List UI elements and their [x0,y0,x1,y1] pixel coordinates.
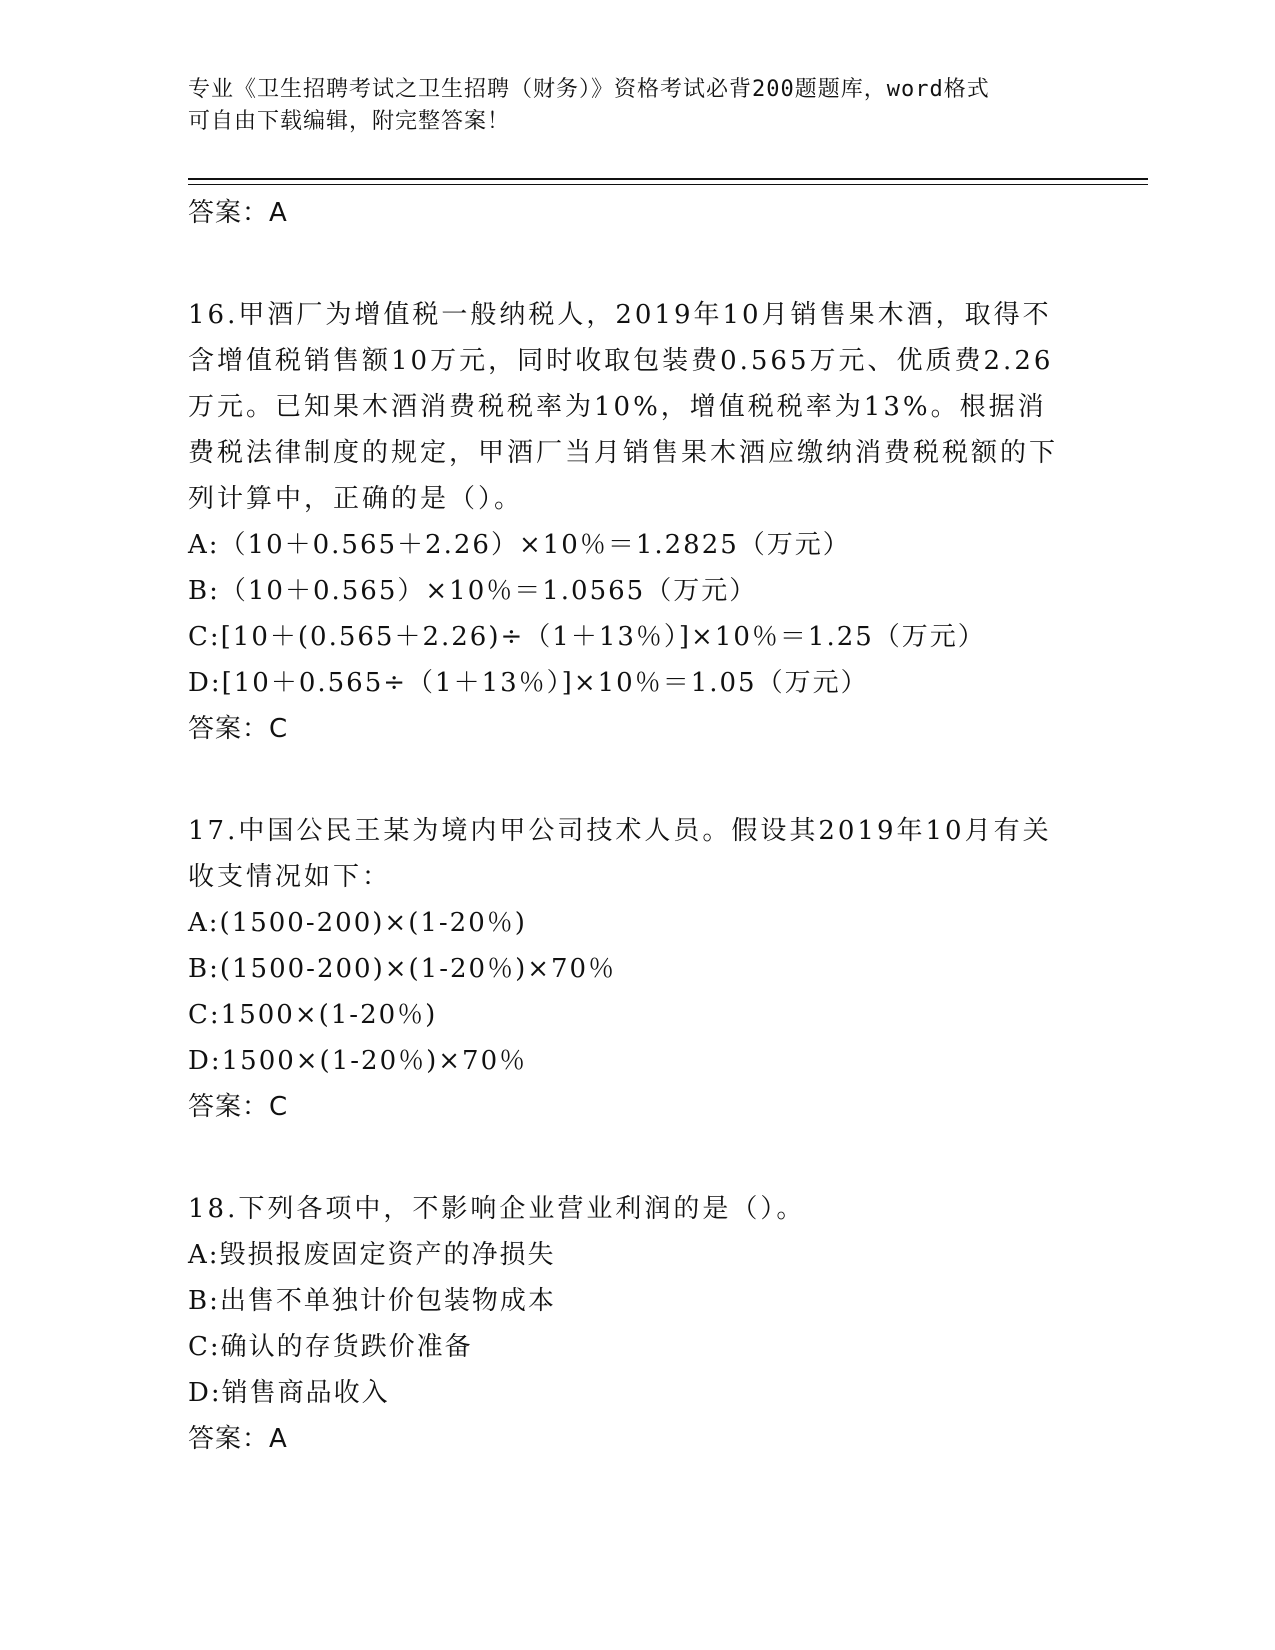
question-answer: 答案：A [188,1424,288,1454]
question-text: 16.甲酒厂为增值税一般纳税人，2019年10月销售果木酒，取得不含增值税销售额10万元，同时收取包装费0.565万元、优质费2.26万元。已知果木酒消费税税率为10%，增值税税率为13%。根据消费税法律制度的规定，甲酒厂当月销售果木酒应缴纳消费税税额的下列计算中，正确的是（）。 [188,300,1059,514]
question-text: 18.下列各项中，不影响企业营业利润的是（）。 [188,1194,806,1224]
option-c: C:确认的存货跌价准备 [188,1332,473,1362]
header-line-1: 专业《卫生招聘考试之卫生招聘（财务）》资格考试必背200题题库，word格式 [188,77,990,102]
question-17 [188,808,1068,1130]
option-a: A:（10＋0.565＋2.26）×10％＝1.2825（万元） [188,530,851,560]
question-16 [188,292,1068,752]
previous-answer: 答案：A [188,198,288,228]
option-d: D:销售商品收入 [188,1378,390,1408]
option-b: B:出售不单独计价包装物成本 [188,1286,556,1316]
question-18 [188,1186,1068,1462]
option-a: A:(1500-200)×(1-20％) [188,908,527,938]
option-b: B:(1500-200)×(1-20％)×70％ [188,954,617,984]
header-line-2: 可自由下载编辑，附完整答案！ [188,109,511,134]
option-c: C:1500×(1-20％) [188,1000,438,1030]
question-answer: 答案：C [188,1092,289,1122]
question-answer: 答案：C [188,714,289,744]
option-c: C:[10＋(0.565＋2.26)÷（1＋13％）]×10％＝1.25（万元） [188,622,986,652]
header-rule-thick [188,178,1148,180]
option-b: B:（10＋0.565）×10％＝1.0565（万元） [188,576,758,606]
question-text: 17.中国公民王某为境内甲公司技术人员。假设其2019年10月有关收支情况如下： [188,816,1052,892]
option-a: A:毁损报废固定资产的净损失 [188,1240,556,1270]
option-d: D:1500×(1-20％)×70％ [188,1046,528,1076]
header-rule-thin [188,184,1148,185]
option-d: D:[10＋0.565÷（1＋13％）]×10％＝1.05（万元） [188,668,869,698]
document-header [188,74,1088,138]
document-body [188,190,1068,1462]
